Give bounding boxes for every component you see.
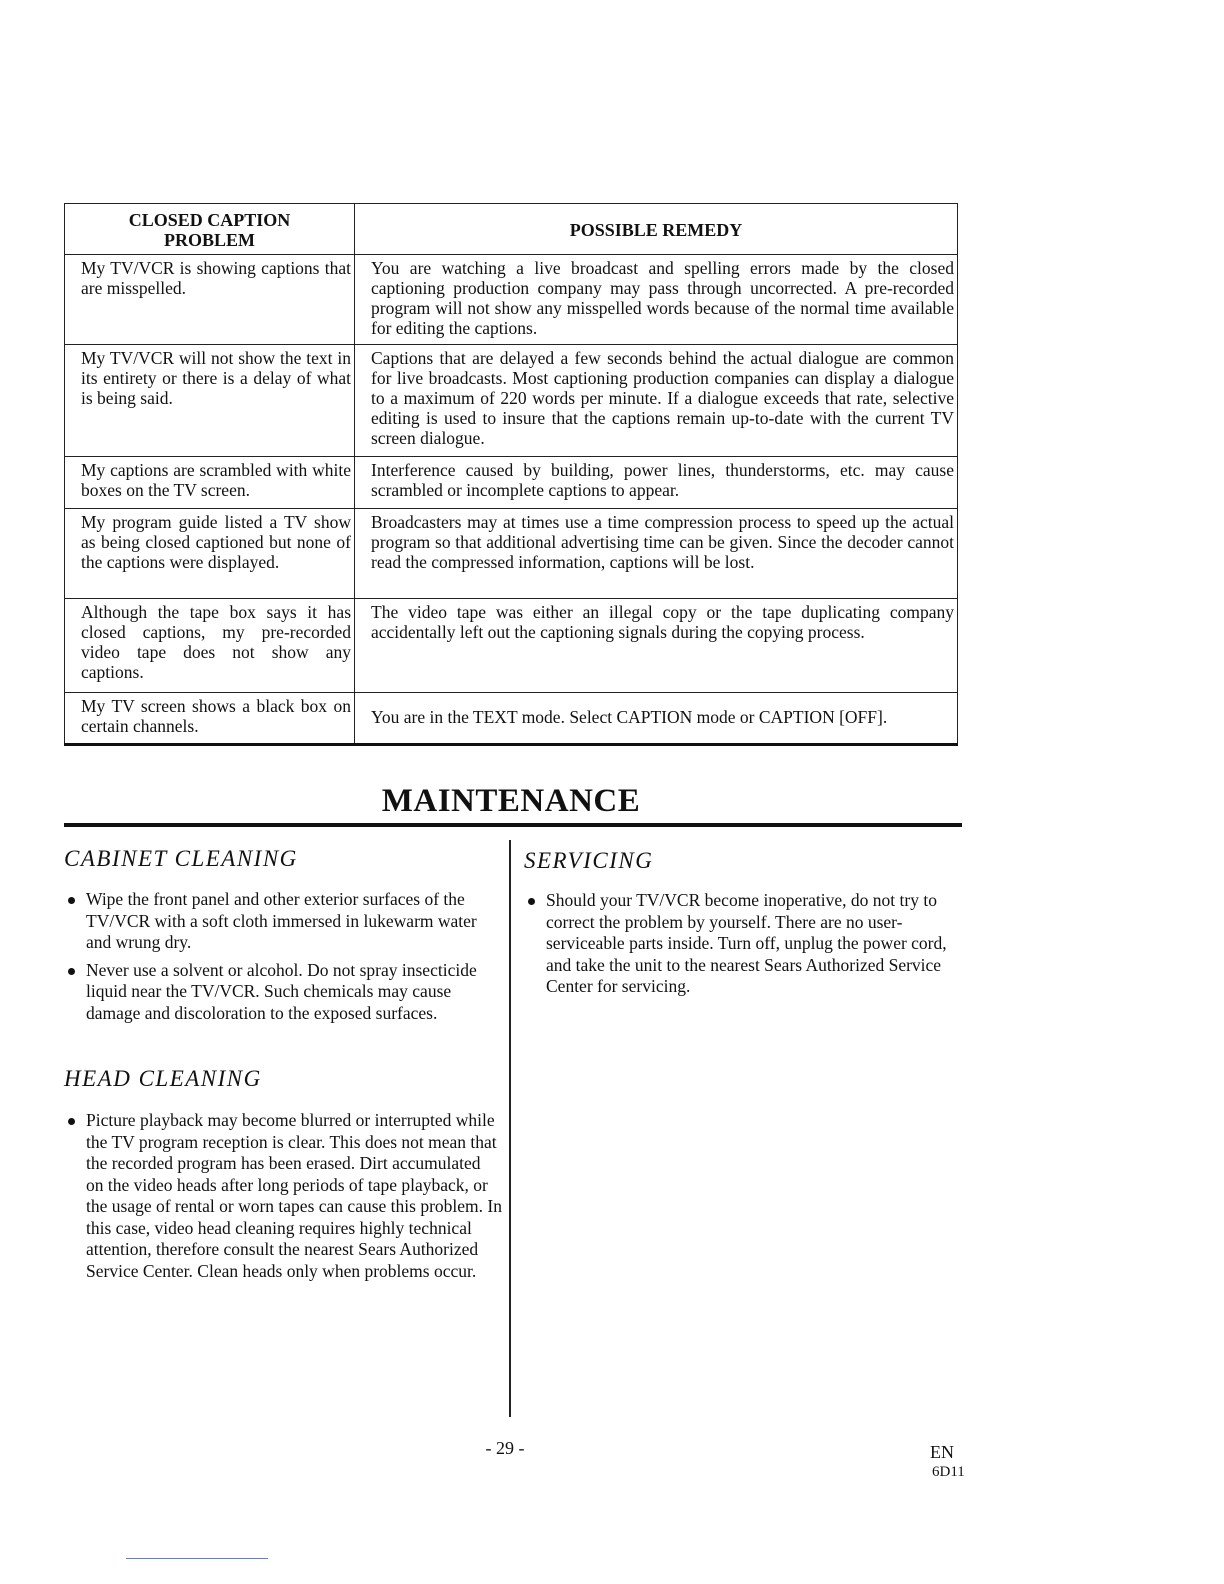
table-row [65,509,958,599]
cabinet-cleaning-heading: CABINET CLEANING [64,846,298,871]
column-divider [509,840,511,1417]
remedy-cell: You are in the TEXT mode. Select CAPTION mode or CAPTION [OFF]. [355,693,958,745]
servicing-heading: SERVICING [524,848,654,873]
list-item [64,960,502,1025]
list-item-text: Should your TV/VCR become inoperative, do not try to correct the problem by yourself. There are no user-serviceable parts inside. Turn off, unplug the power cord, and take the unit to the nearest Sears Authorized Service Center for servicing. [546,890,947,996]
head-cleaning-heading: HEAD CLEANING [64,1066,262,1091]
list-item-text: Wipe the front panel and other exterior surfaces of the TV/VCR with a soft cloth immersed in lukewarm water and wrung dry. [86,889,477,952]
head-cleaning-list [64,1110,502,1288]
problem-cell: My TV screen shows a black box on certain channels. [65,693,355,745]
table-row [65,345,958,457]
caption-troubleshooting-table [64,203,958,746]
language-code: EN [930,1442,954,1462]
bullet-icon [68,1118,75,1125]
bullet-icon [68,897,75,904]
bullet-icon [68,968,75,975]
model-code: 6D11 [932,1464,965,1480]
table-row [65,599,958,693]
list-item [64,889,502,954]
table-row [65,693,958,745]
problem-cell: My TV/VCR will not show the text in its entirety or there is a delay of what is being said. [65,345,355,457]
bottom-rule [126,1558,268,1559]
cabinet-cleaning-list [64,889,502,1030]
header-remedy: POSSIBLE REMEDY [355,204,958,255]
header-problem: CLOSED CAPTION PROBLEM [65,204,355,255]
remedy-cell: Captions that are delayed a few seconds behind the actual dialogue are common for live broadcasts. Most captioning production companies can display a dialogue to a maximum of 220 words per minute. If a dialogue exceeds that rate, selective editing is used to insure that the captions remain up-to-date with the current TV screen dialogue. [355,345,958,457]
problem-cell: My program guide listed a TV show as being closed captioned but none of the captions were displayed. [65,509,355,599]
list-item-text: Never use a solvent or alcohol. Do not spray insecticide liquid near the TV/VCR. Such chemicals may cause damage and discoloration to the exposed surfaces. [86,959,477,1023]
bullet-icon [528,898,535,905]
remedy-cell: The video tape was either an illegal copy or the tape duplicating company accidentally left out the captioning signals during the copying process. [355,599,958,693]
problem-cell: Although the tape box says it has closed captions, my pre-recorded video tape does not show any captions. [65,599,355,693]
remedy-cell: You are watching a live broadcast and spelling errors made by the closed captioning production company may pass through uncorrected. A pre-recorded program will not show any misspelled words because of the normal time available for editing the captions. [355,255,958,345]
servicing-list [524,890,962,1004]
remedy-cell: Interference caused by building, power lines, thunderstorms, etc. may cause scrambled or incomplete captions to appear. [355,457,958,509]
table-header-row [65,204,958,255]
remedy-cell: Broadcasters may at times use a time compression process to speed up the actual program so that additional advertising time can be given. Since the decoder cannot read the compressed information, captions will be lost. [355,509,958,599]
table-row [65,457,958,509]
title-rule [64,823,962,827]
list-item-text: Picture playback may become blurred or interrupted while the TV program reception is clear. This does not mean that the recorded program has been erased. Dirt accumulated on the video heads after long periods of tape playback, or the usage of rental or worn tapes can cause this problem. In this case, video head cleaning requires highly technical attention, therefore consult the nearest Sears Authorized Service Center. Clean heads only when problems occur. [86,1110,502,1281]
page-number: - 29 - [485,1438,525,1458]
problem-cell: My TV/VCR is showing captions that are misspelled. [65,255,355,345]
list-item [64,1110,502,1282]
list-item [524,890,962,998]
page-title: MAINTENANCE [381,783,641,819]
table-row [65,255,958,345]
problem-cell: My captions are scrambled with white boxes on the TV screen. [65,457,355,509]
